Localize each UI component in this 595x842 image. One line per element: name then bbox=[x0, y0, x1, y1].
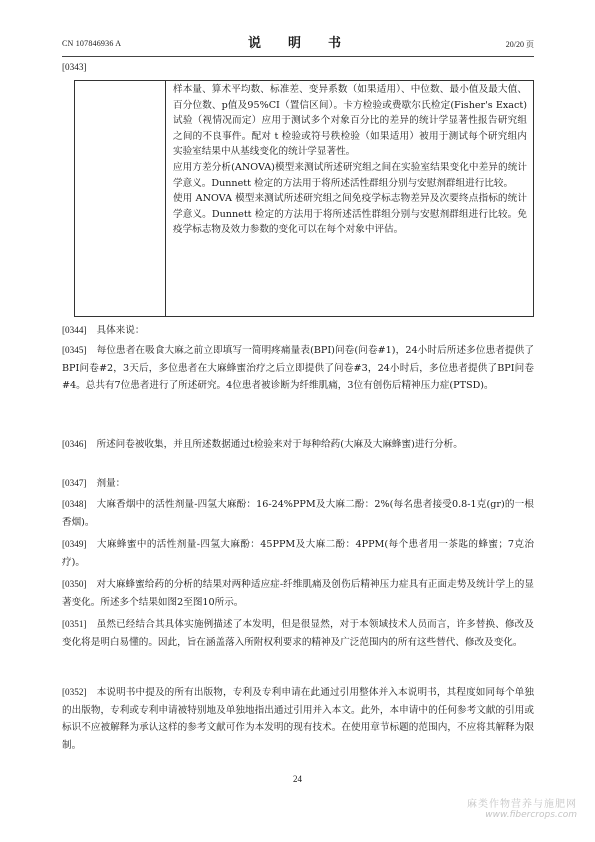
paragraph-text: 具体来说： bbox=[96, 325, 145, 336]
paragraph-0346 bbox=[62, 436, 534, 454]
paragraph-0344 bbox=[62, 322, 534, 340]
paragraph-0343 bbox=[62, 59, 534, 77]
table-cell-text-3: 使用 ANOVA 模型来测试所述研究组之间免疫学标志物差异及次要终点指标的统计学意义。Dunnett 检定的方法用于将所述活性群组分别与安慰剂群组进行比较。免疫学标志物及效力参数的变化可以在每个对象中评估。 bbox=[173, 193, 527, 236]
paragraph-0351 bbox=[62, 616, 534, 651]
paragraph-number: [0343] bbox=[62, 62, 87, 72]
table-cell-text-2: 应用方差分析(ANOVA)模型来测试所述研究组之间在实验室结果变化中差异的统计学意义。Dunnett 检定的方法用于将所述活性群组分别与安慰剂群组进行比较。 bbox=[173, 161, 527, 189]
paragraph-text: 本说明书中提及的所有出版物，专利及专利申请在此通过引用整体并入本说明书，其程度如同每个单独的出版物，专利或专利申请被特别地及单独地指出通过引用并入本文。此外，本申请中的任何参考文献的引用或标识不应被解释为承认这样的参考文献可作为本发明的现有技术。在使用章节标题的范围内，不应将其解释为限制。 bbox=[62, 687, 534, 751]
paragraph-text: 大麻蜂蜜中的活性剂量-四氢大麻酚：45PPM及大麻二酚：4PPM(每个患者用一茶匙的蜂蜜；7克治疗)。 bbox=[62, 539, 534, 568]
paragraph-number: [0344] bbox=[62, 325, 87, 335]
paragraph-text: 所述问卷被收集，并且所述数据通过t检验来对于每种给药(大麻及大麻蜂蜜)进行分析。 bbox=[96, 439, 463, 450]
paragraph-0350 bbox=[62, 576, 534, 611]
page-number: 24 bbox=[293, 774, 302, 784]
paragraph-0349 bbox=[62, 536, 534, 571]
watermark bbox=[467, 795, 577, 820]
page-indicator: 20/20 页 bbox=[505, 40, 534, 49]
paragraph-0347 bbox=[62, 475, 534, 493]
paragraph-0352 bbox=[62, 684, 534, 754]
watermark-site-name: 麻类作物营养与施肥网 bbox=[467, 799, 577, 810]
table-cell-text-1: 样本量、算术平均数、标准差、变异系数（如果适用）、中位数、最小值及最大值、百分位数、p值及95%CI（置信区间）。卡方检验或费歇尔氏检定(Fisher's Exact)试验（视情况而定）应用于测试多个对象百分比的差异的统计学显著性报告研究组之间的不良事件。配对 t 检验或符号秩检验（如果适用）被用于测试每个研究组内实验室结果中从基线变化的统计学显著性。 bbox=[173, 84, 527, 158]
header-rule bbox=[62, 56, 534, 57]
paragraph-text: 虽然已经结合其具体实施例描述了本发明，但是很显然，对于本领域技术人员而言，许多替换、修改及变化将是明白易懂的。因此，旨在涵盖落入所附权利要求的精神及广泛范围内的所有这些替代、修改及变化。 bbox=[62, 619, 534, 648]
paragraph-text: 对大麻蜂蜜给药的分析的结果对两种适应症-纤维肌痛及创伤后精神压力症具有正面走势及统计学上的显著变化。所述多个结果如图2至图10所示。 bbox=[62, 579, 534, 608]
paragraph-number: [0350] bbox=[62, 579, 87, 589]
patent-number: CN 107846936 A bbox=[62, 39, 122, 48]
paragraph-number: [0351] bbox=[62, 619, 87, 629]
paragraph-number: [0346] bbox=[62, 439, 87, 449]
watermark-url: www.fibercrops.com bbox=[485, 810, 577, 820]
paragraph-number: [0349] bbox=[62, 539, 87, 549]
document-title: 说 明 书 bbox=[247, 36, 348, 51]
paragraph-number: [0347] bbox=[62, 478, 87, 488]
paragraph-text: 剂量： bbox=[96, 478, 126, 489]
paragraph-0348 bbox=[62, 496, 534, 531]
table-column-divider bbox=[165, 81, 166, 316]
paragraph-0345 bbox=[62, 342, 534, 395]
page-header bbox=[62, 34, 534, 56]
paragraph-number: [0345] bbox=[62, 345, 87, 355]
paragraph-text: 大麻香烟中的活性剂量-四氢大麻酚：16-24%PPM及大麻二酚：2%(每名患者接受0.8-1克(gr)的一根香烟)。 bbox=[62, 499, 534, 528]
paragraph-number: [0352] bbox=[62, 687, 87, 697]
statistics-table bbox=[74, 80, 534, 317]
paragraph-text: 每位患者在吸食大麻之前立即填写一简明疼痛量表(BPI)问卷(问卷#1)，24小时后所述多位患者提供了BPI问卷#2，3天后，多位患者在大麻蜂蜜治疗之后立即提供了问卷#3，24小时后，多位患者提供了BPI问卷#4。总共有7位患者进行了所述研究。4位患者被诊断为纤维肌痛，3位有创伤后精神压力症(PTSD)。 bbox=[62, 345, 534, 392]
table-cell bbox=[173, 82, 527, 238]
paragraph-number: [0348] bbox=[62, 499, 87, 509]
